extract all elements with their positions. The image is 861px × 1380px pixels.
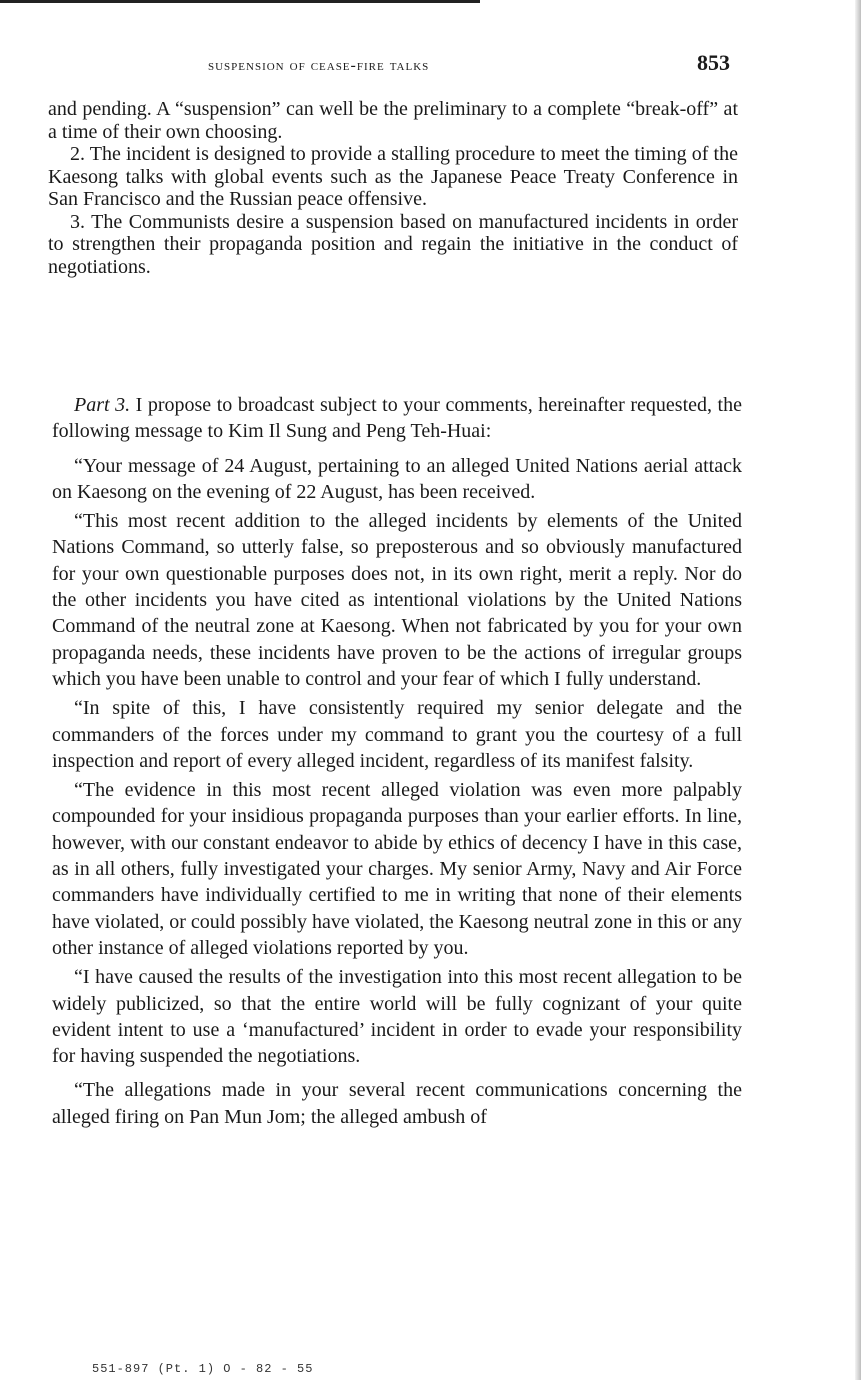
page-header xyxy=(48,50,738,80)
message-paragraph: “The evidence in this most recent alleged violation was even more palpably compounded for your insidious propaganda purposes than your earlier efforts. In line, however, with our constant endeavor to abide by ethics of decency I have in this case, as in all others, fully investigated your charges. My senior Army, Navy and Air Force commanders have individually certified to me in writing that none of their elements have violated, or could possibly have violated, the Kaesong neutral zone in this or any other instance of alleged violations reported by you. xyxy=(52,779,742,959)
message-paragraph: “In spite of this, I have consistently required my senior delegate and the commanders of the forces under my command to grant you the courtesy of a full inspection and report of every alleged incident, regardless of its manifest falsity. xyxy=(52,697,742,772)
message-paragraph: “I have caused the results of the investigation into this most recent allegation to be widely publicized, so that the entire world will be fully cognizant of your quite evident intent to use a ‘manufactured’ incident in order to evade your responsibility for having suspended the negotiations. xyxy=(52,966,742,1068)
paragraph-continuation: and pending. A “suspension” can well be the preliminary to a complete “break-off” at a time of their own choosing. xyxy=(48,98,738,143)
body-text-message xyxy=(52,392,742,1133)
body-text-top xyxy=(48,98,738,278)
message-paragraph: “The allegations made in your several recent communications concerning the alleged firing on Pan Mun Jom; the alleged ambush of xyxy=(52,1079,742,1128)
running-head: suspension of cease-fire talks xyxy=(208,57,430,74)
message-paragraph: “Your message of 24 August, pertaining to an alleged United Nations aerial attack on Kaesong on the evening of 22 August, has been received. xyxy=(52,454,742,503)
paragraph-point-2: 2. The incident is designed to provide a stalling procedure to meet the timing of the Kaesong talks with global events such as the Japanese Peace Treaty Conference in San Francisco and the Russian peace offensive. xyxy=(48,143,738,210)
paragraph-part-3 xyxy=(52,392,742,445)
message-paragraph: “This most recent addition to the alleged incidents by elements of the United Nations Command, so utterly false, so preposterous and so obviously manufactured for your own questionable purposes does not, in its own right, merit a reply. Nor do the other incidents you have cited as intentional violations by the United Nations Command of the neutral zone at Kaesong. When not fabricated by you for your own propaganda needs, these incidents have proven to be the actions of irregular groups which you have been unable to control and your fear of which I fully understand. xyxy=(52,510,742,690)
top-rule xyxy=(0,0,480,3)
page-edge-shadow xyxy=(855,0,861,1380)
part-label: Part 3. xyxy=(74,394,131,416)
print-code-footer: 551-897 (Pt. 1) O - 82 - 55 xyxy=(92,1362,314,1376)
part-3-text: I propose to broadcast subject to your comments, hereinafter requested, the following message to Kim Il Sung and Peng Teh-Huai: xyxy=(52,394,742,443)
page-number: 853 xyxy=(697,50,730,75)
paragraph-point-3: 3. The Communists desire a suspension based on manufactured incidents in order to strengthen their propaganda position and regain the initiative in the conduct of negotiations. xyxy=(48,210,738,278)
